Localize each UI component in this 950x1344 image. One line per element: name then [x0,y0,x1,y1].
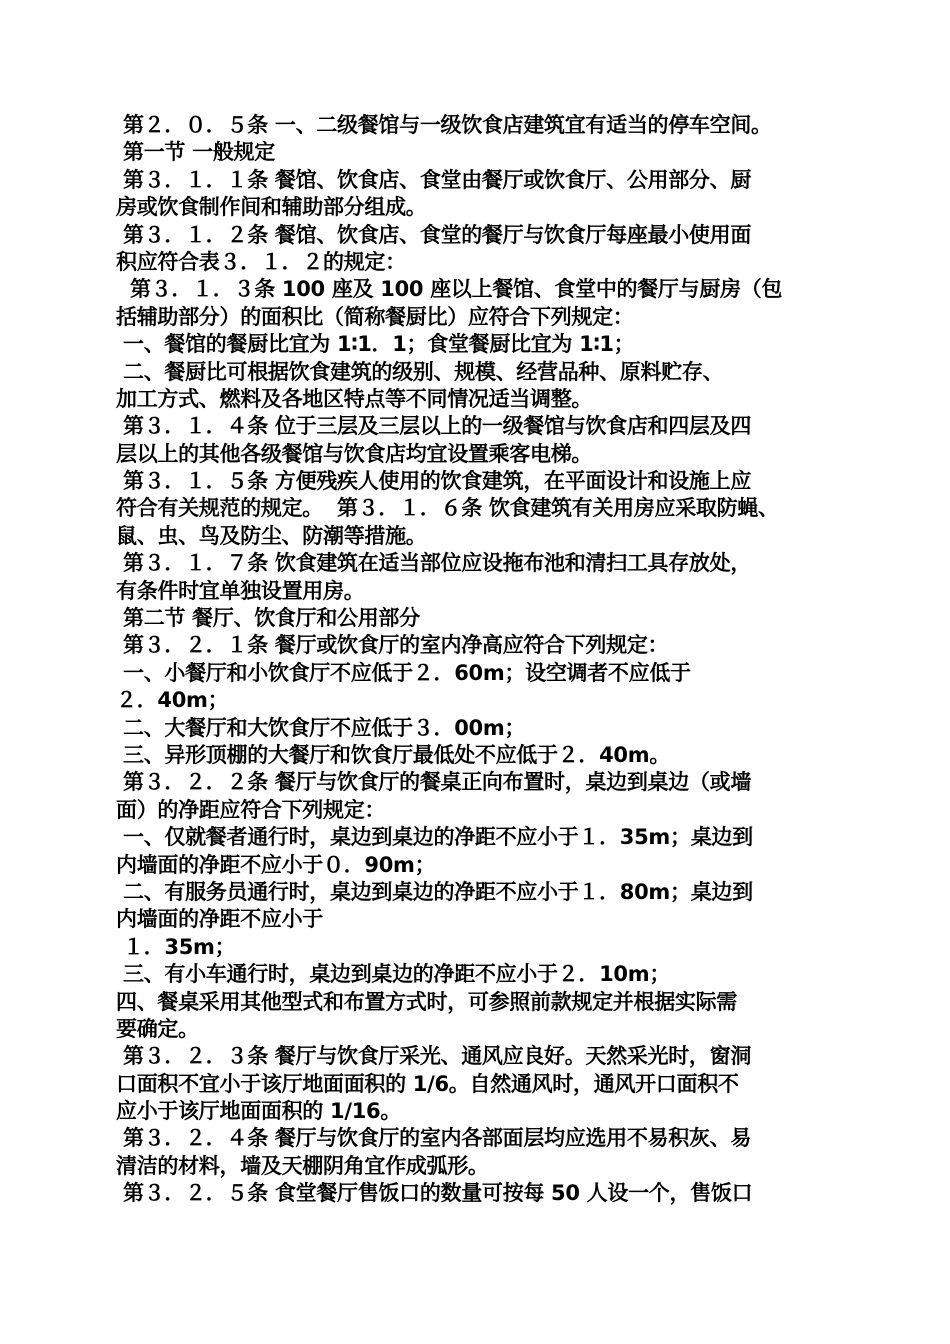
text-line: 要确定。 [116,1016,199,1041]
text-line: 一、仅就餐者通行时，桌边到桌边的净距不应小于１．35m；桌边到 [116,825,753,850]
text-line: 第３．１．２条 餐馆、饮食店、食堂的餐厅与饮食厅每座最小使用面 [116,222,752,247]
text-line: 第３．２．１条 餐厅或饮食厅的室内净高应符合下列规定： [116,633,669,658]
text-line: 加工方式、燃料及各地区特点等不同情况适当调整。 [116,386,593,411]
text-line: 第３．２．５条 食堂餐厅售饭口的数量可按每 50 人设一个，售饭口 [116,1181,753,1206]
body-text [116,112,838,1208]
text-line: 括辅助部分）的面积比（简称餐厨比）应符合下列规定： [116,304,634,329]
text-line: 内墙面的净距不应小于 [116,907,323,932]
text-line: 一、餐馆的餐厨比宜为 1∶1．1；食堂餐厨比宜为 1∶1； [116,332,635,357]
text-line: 四、餐桌采用其他型式和布置方式时，可参照前款规定并根据实际需 [116,989,737,1014]
text-line: 第３．１．７条 饮食建筑在适当部位应设拖布池和清扫工具存放处， [116,551,752,576]
text-line: 层以上的其他各级餐馆与饮食店均宜设置乘客电梯。 [116,441,593,466]
text-line: 二、大餐厅和大饮食厅不应低于３．00m； [116,715,526,740]
section-heading: 第二节 餐厅、饮食厅和公用部分 [116,606,420,631]
text-line: 内墙面的净距不应小于０．90m； [116,852,436,877]
text-line: 面）的净距应符合下列规定： [116,797,386,822]
text-line: 鼠、虫、鸟及防尘、防潮等措施。 [116,523,427,548]
text-line: 第２．０．５条 一、二级餐馆与一级饮食店建筑宜有适当的停车空间。 [116,113,772,137]
text-line: 第３．１．４条 位于三层及三层以上的一级餐馆与饮食店和四层及四 [116,414,752,439]
text-line: 口面积不宜小于该厅地面面积的 1/6。自然通风时，通风开口面积不 [116,1071,739,1096]
text-line: 应小于该厅地面面积的 1/16。 [116,1099,402,1124]
text-line: 一、小餐厅和小饮食厅不应低于２．60m；设空调者不应低于 [116,660,691,685]
text-line: 第３．１．３条 100 座及 100 座以上餐馆、食堂中的餐厅与厨房（包 [116,277,783,302]
text-line: 三、有小车通行时，桌边到桌边的净距不应小于２．10m； [116,962,671,987]
text-line: 房或饮食制作间和辅助部分组成。 [116,195,427,220]
text-line: 第３．２．４条 餐厅与饮食厅的室内各部面层均应选用不易积灰、易 [116,1126,752,1151]
text-line: 二、有服务员通行时，桌边到桌边的净距不应小于１．80m；桌边到 [116,879,753,904]
text-line: 第３．２．２条 餐厅与饮食厅的餐桌正向布置时，桌边到桌边（或墙 [116,770,752,795]
text-line: 二、餐厨比可根据饮食建筑的级别、规模、经营品种、原料贮存、 [116,359,724,384]
text-line: 三、异形顶棚的大餐厅和饮食厅最低处不应低于２．40m。 [116,742,671,767]
text-line: ２．40m； [116,688,229,713]
text-line: 第３．１．１条 餐馆、饮食店、食堂由餐厅或饮食厅、公用部分、厨 [116,167,752,192]
text-line: 积应符合表３．１．２的规定： [116,249,406,274]
text-line: 清洁的材料，墙及天棚阴角宜作成弧形。 [116,1153,489,1178]
text-line: 第３．１．５条 方便残疾人使用的饮食建筑，在平面设计和设施上应 [116,469,752,494]
text-line: 第３．２．３条 餐厅与饮食厅采光、通风应良好。天然采光时，窗洞 [116,1044,752,1069]
text-line: 有条件时宜单独设置用房。 [116,578,365,603]
text-line: 符合有关规范的规定。 第３．１．６条 饮食建筑有关用房应采取防蝇、 [116,496,779,521]
section-heading: 第一节 一般规定 [116,140,275,165]
text-line: １．35m； [116,934,236,959]
